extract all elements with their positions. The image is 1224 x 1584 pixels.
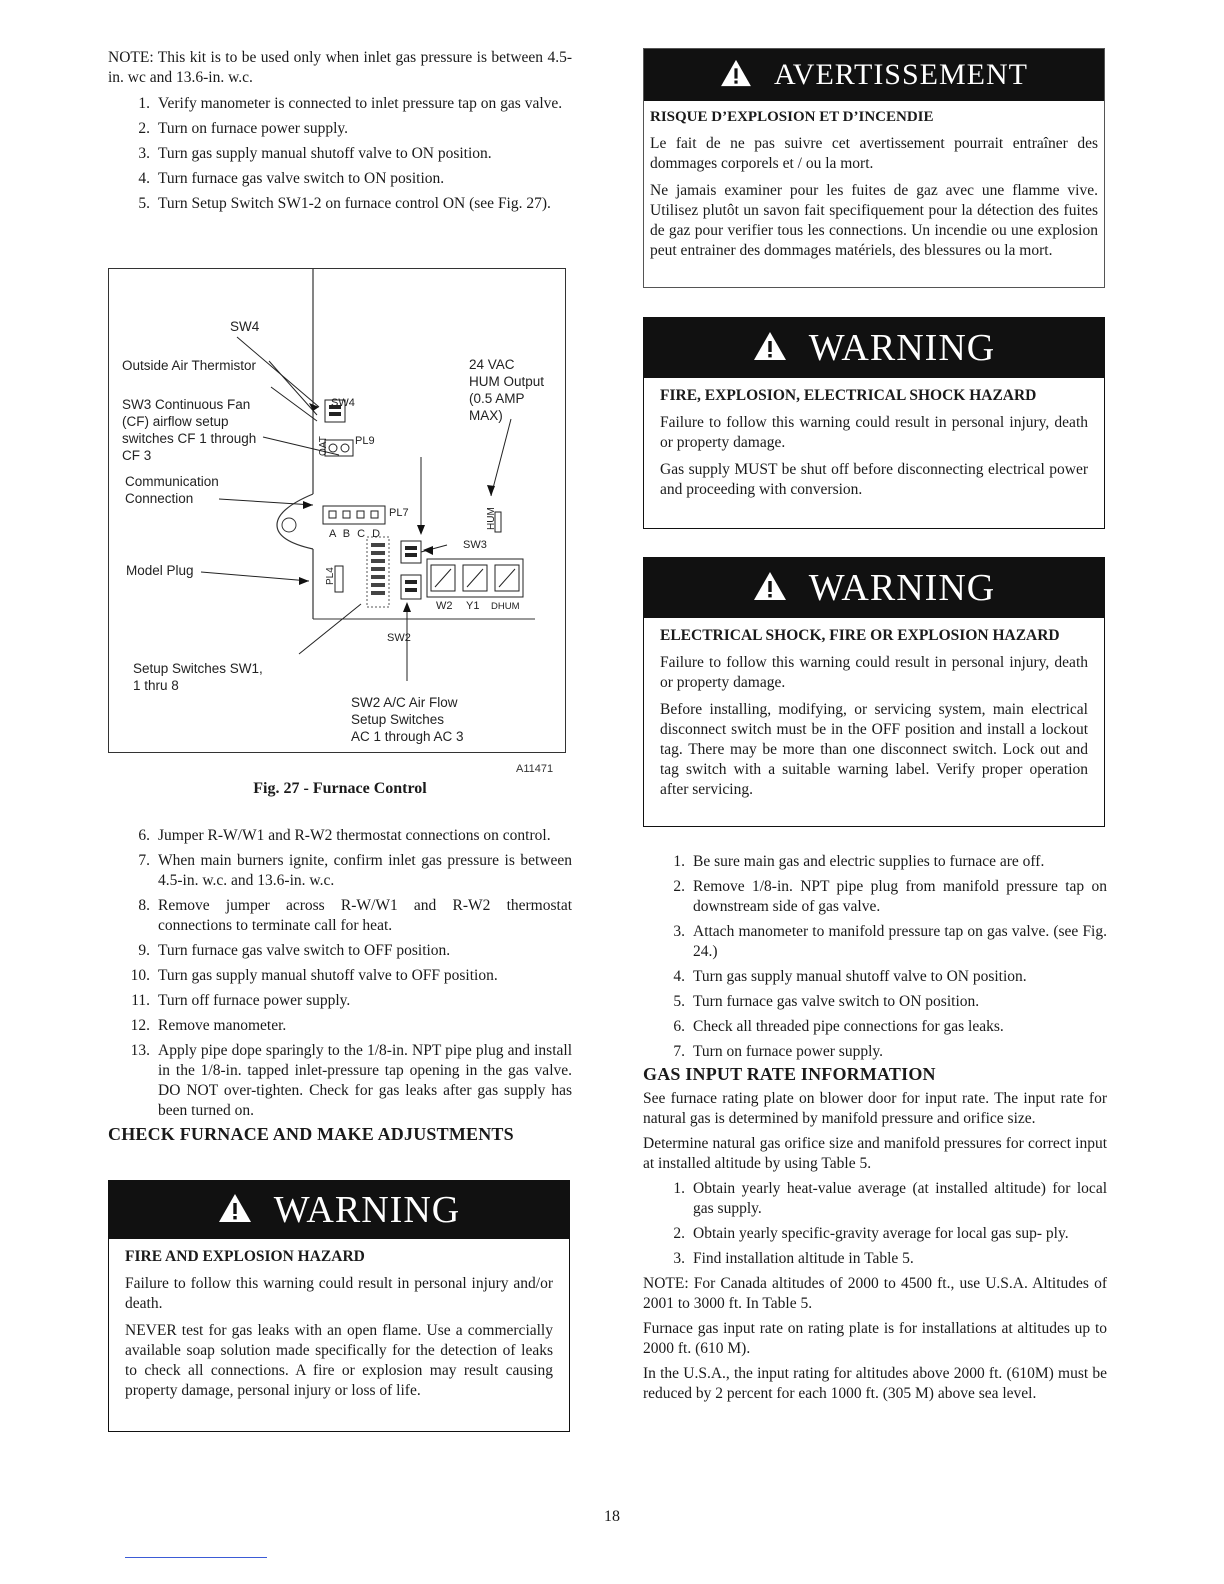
label-sw4-top: SW4 (230, 319, 260, 334)
label-pl9: PL9 (355, 435, 375, 447)
sw2-switch (401, 575, 421, 599)
arrow-head (403, 602, 411, 612)
leader-line (491, 419, 511, 496)
warning-title: WARNING (808, 567, 996, 609)
label-sw3: SW3 Continuous Fan (122, 397, 251, 412)
left-column (108, 48, 572, 219)
figure-id: A11471 (516, 763, 554, 775)
list-item: 4. Turn furnace gas valve switch to ON position. (138, 170, 445, 187)
label-outside-air: Outside Air Thermistor (122, 358, 257, 373)
label-abcd: A B C D (329, 528, 383, 540)
footer-rule (125, 1557, 267, 1558)
warning-triangle-icon (753, 331, 787, 366)
sw1-dip-switch (371, 575, 385, 579)
avertissement-body (644, 101, 1104, 261)
warning-text: Failure to follow this warning could result in personal injury, death or property damage. (660, 654, 1088, 691)
list-item: 3. Attach manometer to manifold pressure tap on gas valve. (see Fig. 24.) (673, 923, 1107, 960)
warning-box-electrical-shock (643, 317, 1105, 529)
label-sw3: switches CF 1 through (122, 431, 257, 446)
steps-list-c (643, 852, 1107, 1062)
leader-line (201, 572, 309, 581)
arrow-head (423, 546, 433, 555)
note-paragraph (108, 48, 572, 88)
leader-line (269, 361, 317, 415)
list-item: 9. Turn furnace gas valve switch to OFF position. (138, 942, 451, 959)
sw3-switch (405, 553, 417, 557)
section-heading-check-furnace: CHECK FURNACE AND MAKE ADJUSTMENTS (108, 1124, 514, 1144)
warning-body (644, 618, 1104, 800)
arrow-head (487, 485, 495, 496)
warning-banner (644, 558, 1104, 618)
label-24vac: HUM Output (469, 374, 545, 389)
arrow-head (417, 525, 425, 535)
label-24vac: MAX) (469, 408, 503, 423)
left-column-lower (108, 826, 572, 1145)
sw2-switch (405, 580, 417, 584)
label-w2: W2 (436, 600, 453, 612)
label-pl7: PL7 (389, 507, 409, 519)
sw1-dip-switch (371, 567, 385, 571)
label-y1: Y1 (466, 600, 480, 612)
label-sw4-board: SW4 (331, 397, 355, 409)
warning-title: WARNING (808, 327, 996, 369)
sw1-dip-switch (371, 591, 385, 595)
label-model-plug: Model Plug (126, 563, 194, 578)
warning-text: NEVER test for gas leaks with an open flame. Use a commercially available soap solution made specifically for the detection of leaks to check all connections. A fire or explosion may result causing property damage, personal injury or loss of life. (125, 1322, 553, 1399)
warning-body (109, 1239, 569, 1401)
note-label: NOTE: (108, 49, 154, 66)
sw3-switch (405, 546, 417, 550)
hazard-title: FIRE, EXPLOSION, ELECTRICAL SHOCK HAZARD (660, 387, 1037, 404)
pl4-connector (335, 566, 343, 592)
steps-list-a (108, 94, 572, 214)
label-sw2-airflow: SW2 A/C Air Flow (351, 695, 458, 710)
note-text: For Canada altitudes of 2000 to 4500 ft., use U.S.A. Altitudes of 2001 to 3000 ft. In Table 5. (643, 1275, 1107, 1312)
label-hum: HUM (486, 507, 497, 530)
list-item: 11. Turn off furnace power supply. (131, 992, 351, 1009)
list-item: 1. Obtain yearly heat-value average (at installed altitude) for local gas supply. (673, 1180, 1107, 1217)
sw1-dip-switch (371, 551, 385, 555)
label-pl4: PL4 (325, 567, 336, 585)
sw4-switch (329, 412, 341, 416)
section-heading-gas-input: GAS INPUT RATE INFORMATION (643, 1064, 936, 1084)
list-item: 3. Turn gas supply manual shutoff valve to ON position. (138, 145, 492, 162)
hazard-title: RISQUE D’EXPLOSION ET D’INCENDIE (650, 109, 934, 125)
list-item: 5. Turn Setup Switch SW1-2 on furnace control ON (see Fig. 27). (138, 195, 551, 212)
sw3-switch (401, 541, 421, 563)
label-communication: Communication (125, 474, 219, 489)
furnace-control-drawing (109, 269, 567, 754)
list-item: 6. Check all threaded pipe connections for gas leaks. (673, 1018, 1004, 1035)
avertissement-title: AVERTISSEMENT (774, 58, 1028, 91)
label-sw3: (CF) airflow setup (122, 414, 229, 429)
label-communication: Connection (125, 491, 194, 506)
warning-text: Ne jamais examiner pour les fuites de gaz avec une flamme vive. Utilisez plutôt un savon fait specifiquement pour la détection des fuites de gaz pour verifier tous les connections. Un incendie ou une explosion peut entrainer des dommages matériels, des blessures ou la mort. (650, 182, 1098, 259)
arrow-head (303, 501, 313, 509)
warning-box-electrical-disconnect (643, 557, 1105, 827)
label-24vac: 24 VAC (469, 357, 515, 372)
list-item: 1. Verify manometer is connected to inlet pressure tap on gas valve. (138, 95, 563, 112)
list-item: 2. Turn on furnace power supply. (138, 120, 348, 137)
warning-body (644, 378, 1104, 500)
note-text: This kit is to be used only when inlet gas pressure is between 4.5-in. wc and 13.6-in. w.c. (108, 49, 572, 86)
sw2-switch (405, 588, 417, 592)
label-dhum: DHUM (491, 601, 520, 612)
furnace-control-diagram (108, 268, 566, 753)
label-sw2-board: SW2 (387, 632, 411, 644)
paragraph: See furnace rating plate on blower door for input rate. The input rate for natural gas is determined by manifold pressure and orifice size. (643, 1090, 1107, 1127)
list-item: 7. Turn on furnace power supply. (673, 1043, 883, 1060)
warning-banner (644, 318, 1104, 378)
figure-caption: Fig. 27 - Furnace Control (253, 780, 427, 797)
list-item: 12. Remove manometer. (130, 1017, 287, 1034)
warning-triangle-icon (720, 59, 752, 92)
label-setup-sw1: 1 thru 8 (133, 678, 179, 693)
avertissement-box (643, 48, 1105, 288)
leader-line (421, 545, 447, 552)
label-oat: OAT (318, 436, 329, 456)
warning-triangle-icon (753, 571, 787, 606)
warning-text: Failure to follow this warning could result in personal injury and/or death. (125, 1275, 553, 1312)
list-item: 1. Be sure main gas and electric supplies to furnace are off. (673, 853, 1045, 870)
leader-line (299, 604, 361, 654)
list-item: 13. Apply pipe dope sparingly to the 1/8-in. NPT pipe plug and install in the 1/8-in. tapped inlet-pressure tap opening in the gas valve. DO NOT over-tighten. Check for gas leaks after gas supply has been turned on. (130, 1042, 572, 1119)
list-item: 10. Turn gas supply manual shutoff valve to OFF position. (130, 967, 498, 984)
list-item: 7. When main burners ignite, confirm inlet gas pressure is between 4.5-in. w.c. and 13.6-in. w.c. (138, 852, 572, 889)
avertissement-banner (644, 49, 1104, 101)
paragraph: Furnace gas input rate on rating plate is for installations at altitudes up to 2000 ft. (610 M). (643, 1320, 1107, 1357)
list-item: 6. Jumper R-W/W1 and R-W2 thermostat connections on control. (138, 827, 551, 844)
label-sw2-airflow: AC 1 through AC 3 (351, 729, 464, 744)
warning-title: WARNING (273, 1189, 461, 1231)
sw1-dip-switch (367, 537, 389, 607)
page-number: 18 (604, 1508, 620, 1525)
paragraph: Determine natural gas orifice size and manifold pressures for correct input at installed altitude by using Table 5. (643, 1135, 1107, 1172)
paragraph: In the U.S.A., the input rating for altitudes above 2000 ft. (610M) must be reduced by 2 percent for each 1000 ft. (305 M) above sea level. (643, 1365, 1107, 1402)
warning-text: Le fait de ne pas suivre cet avertissement pourrait entraîner des dommages corporels et / ou la mort. (650, 135, 1098, 172)
warning-text: Failure to follow this warning could result in personal injury, death or property damage. (660, 414, 1088, 451)
pl7-connector (323, 506, 385, 524)
list-item: 4. Turn gas supply manual shutoff valve to ON position. (673, 968, 1027, 985)
hazard-title: FIRE AND EXPLOSION HAZARD (125, 1248, 365, 1265)
steps-list-b (108, 826, 572, 1121)
note-paragraph (643, 1274, 1107, 1314)
leader-line (219, 499, 313, 505)
right-column-lower (643, 852, 1107, 1404)
label-24vac: (0.5 AMP (469, 391, 525, 406)
note-label: NOTE: (643, 1275, 689, 1292)
list-item: 5. Turn furnace gas valve switch to ON position. (673, 993, 980, 1010)
arrow-head (299, 577, 309, 585)
mounting-hole (282, 518, 296, 532)
sw1-dip-switch (371, 559, 385, 563)
steps-list-d (643, 1179, 1107, 1269)
label-sw3: CF 3 (122, 448, 152, 463)
warning-banner (109, 1181, 569, 1239)
warning-box-fire-explosion (108, 1180, 570, 1432)
list-item: 8. Remove jumper across R-W/W1 and R-W2 thermostat connections to terminate call for heat. (138, 897, 572, 934)
warning-triangle-icon (218, 1193, 252, 1228)
label-sw2-airflow: Setup Switches (351, 712, 445, 727)
sw1-dip-switch (371, 583, 385, 587)
warning-text: Before installing, modifying, or servicing system, main electrical disconnect switch must be in the OFF position and install a lockout tag. There may be more than one disconnect switch. Lock out and tag switch with a suitable warning label. Verify proper operation after servicing. (660, 701, 1088, 798)
warning-text: Gas supply MUST be shut off before disconnecting electrical power and proceeding with conversion. (660, 461, 1088, 498)
label-setup-sw1: Setup Switches SW1, (133, 661, 263, 676)
list-item: 2. Remove 1/8-in. NPT pipe plug from manifold pressure tap on downstream side of gas valve. (673, 878, 1107, 915)
sw1-dip-switch (371, 543, 385, 547)
list-item: 2. Obtain yearly specific-gravity average for local gas sup- ply. (673, 1225, 1069, 1242)
label-sw3-board: SW3 (463, 539, 487, 551)
list-item: 3. Find installation altitude in Table 5. (673, 1250, 914, 1267)
hazard-title: ELECTRICAL SHOCK, FIRE OR EXPLOSION HAZARD (660, 627, 1060, 644)
